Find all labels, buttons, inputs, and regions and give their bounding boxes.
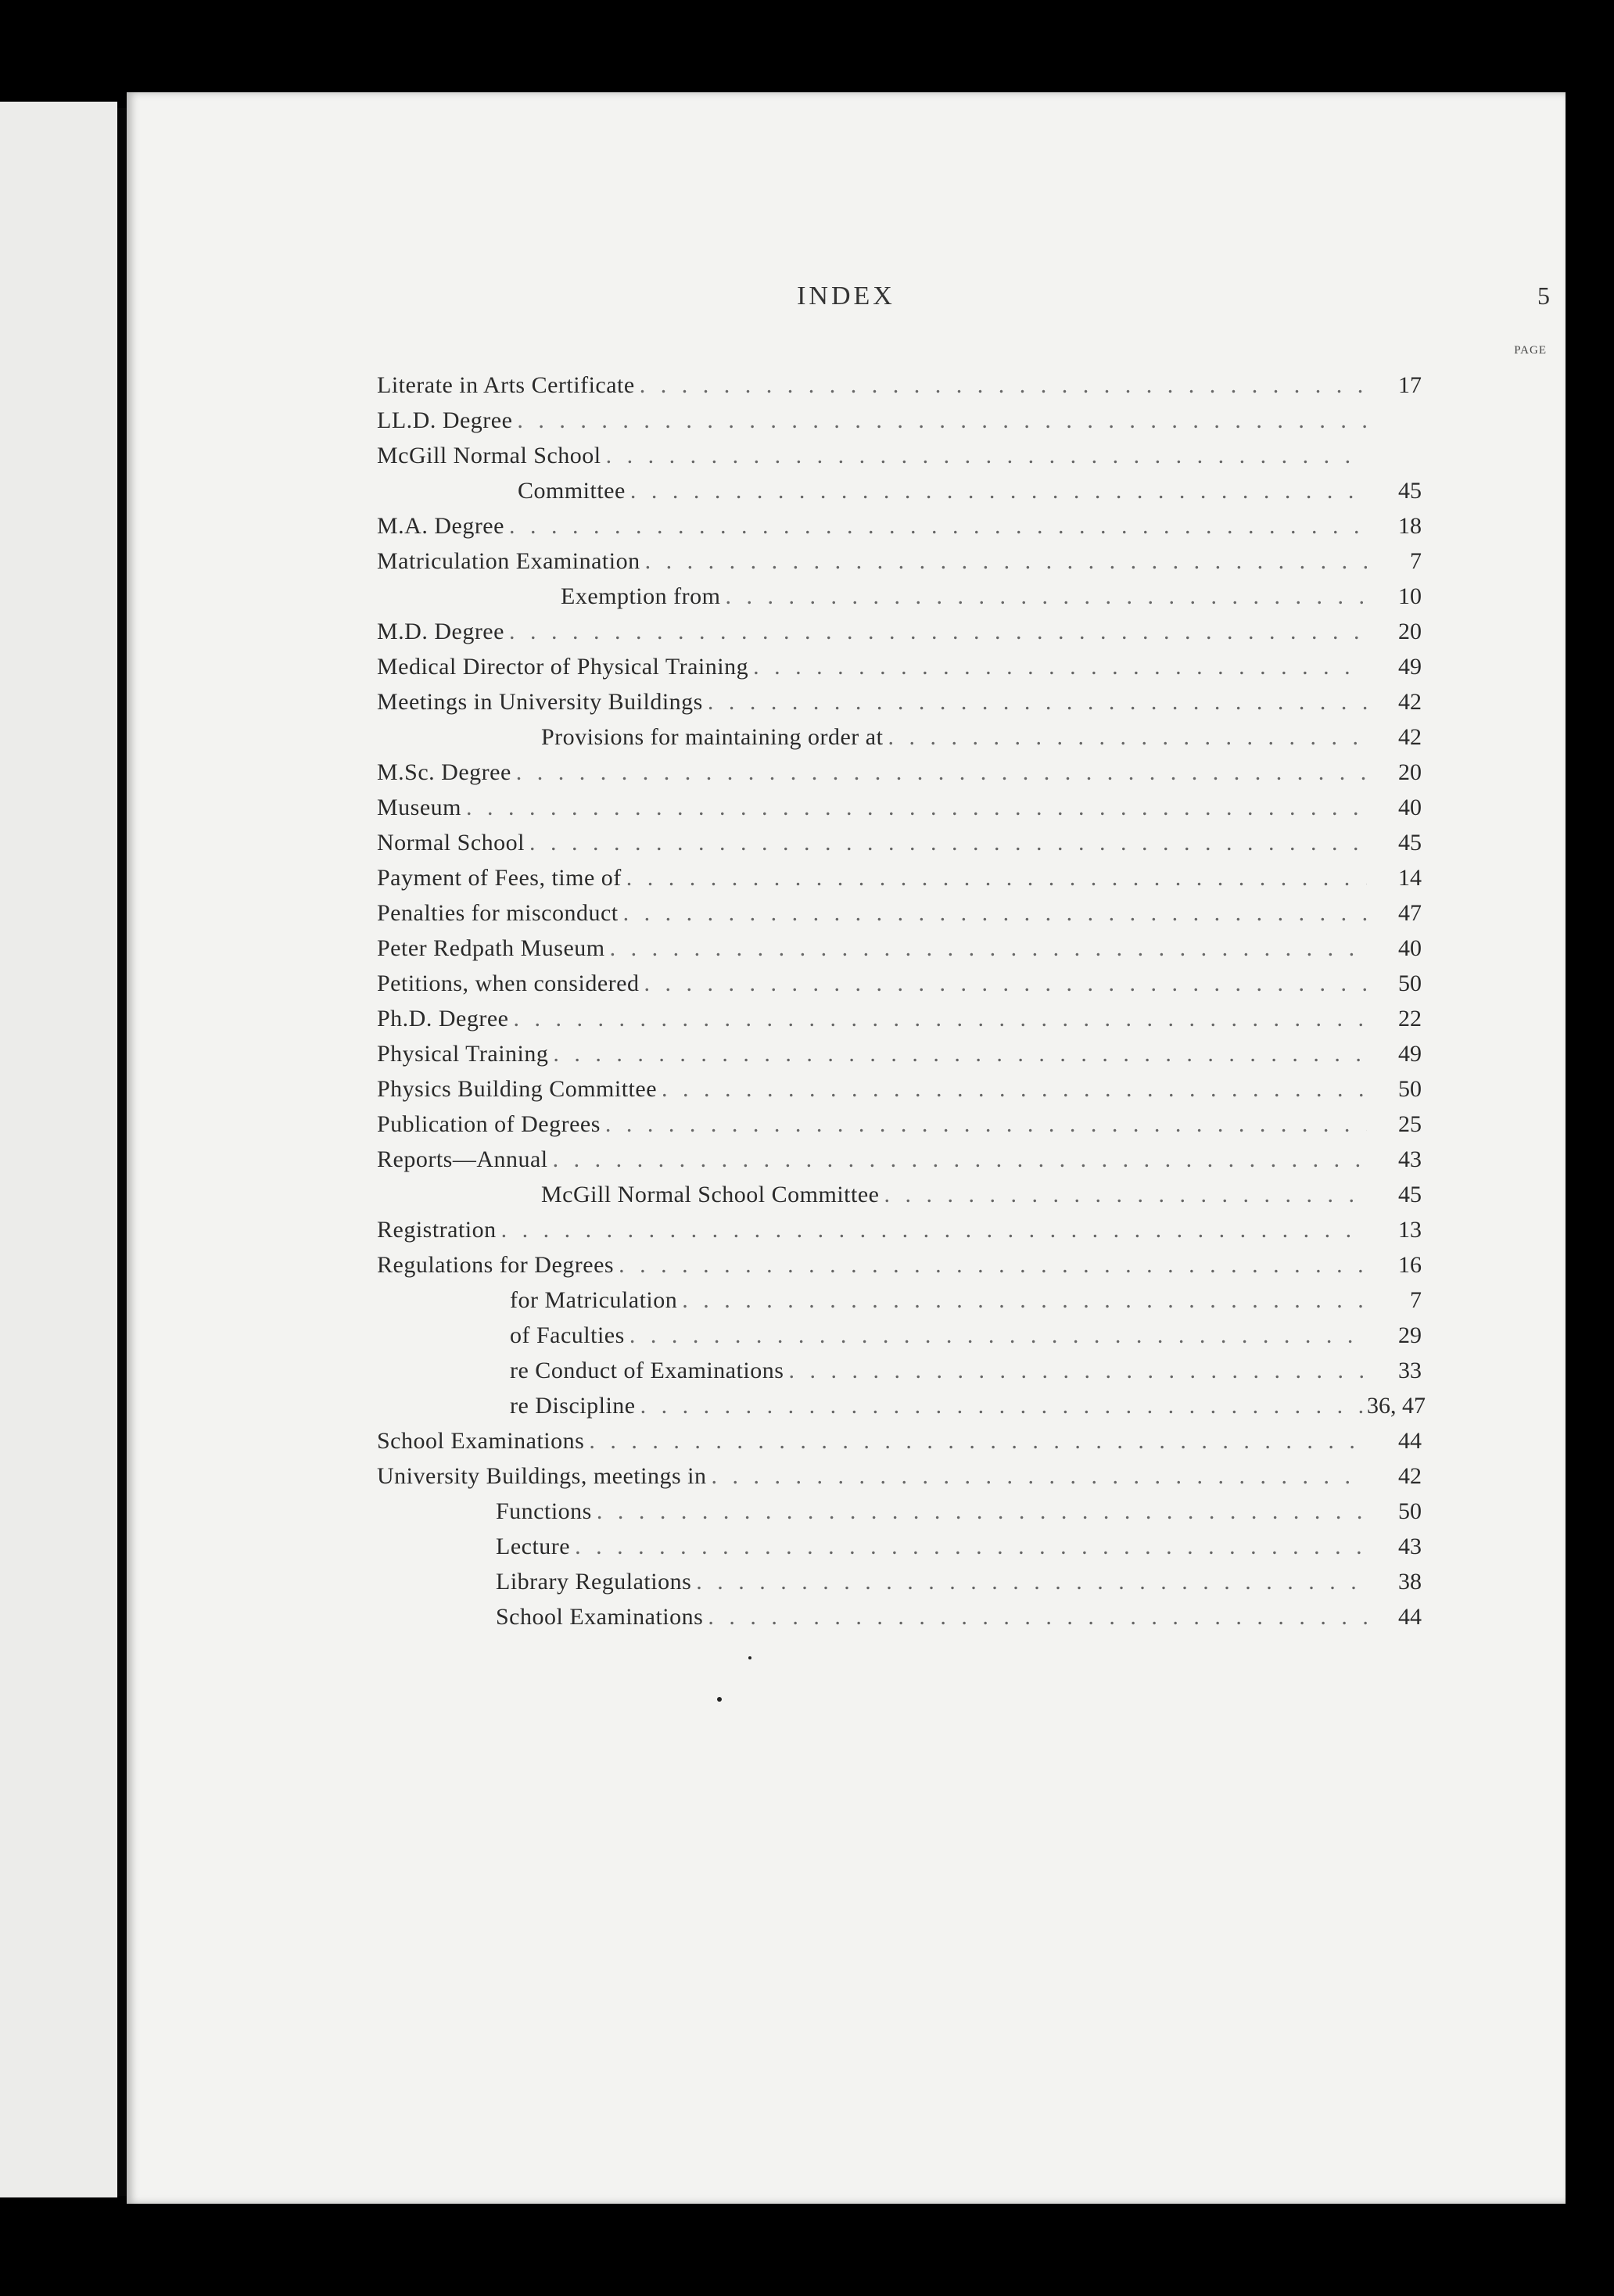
index-entry-page: 50 bbox=[1398, 1076, 1422, 1102]
index-entry bbox=[377, 649, 1422, 684]
index-entry bbox=[377, 1107, 1422, 1142]
index-entry-label: re Discipline bbox=[510, 1393, 636, 1419]
index-entry bbox=[377, 790, 1422, 825]
index-entry-page: 40 bbox=[1398, 795, 1422, 820]
index-entry bbox=[377, 1388, 1426, 1423]
dot-leader bbox=[553, 1142, 1367, 1177]
index-entry bbox=[377, 895, 1422, 931]
index-entry bbox=[377, 1529, 1422, 1564]
index-entry bbox=[377, 1423, 1422, 1458]
index-entry bbox=[377, 966, 1422, 1001]
index-entry-page: 33 bbox=[1398, 1358, 1422, 1383]
index-entry-page: 49 bbox=[1398, 654, 1422, 680]
dot-leader bbox=[645, 544, 1367, 579]
index-entry-label: School Examinations bbox=[496, 1604, 704, 1630]
index-entry bbox=[377, 1318, 1422, 1353]
index-entry bbox=[377, 508, 1422, 544]
index-entry-label: Registration bbox=[377, 1217, 497, 1243]
index-entry bbox=[377, 1599, 1422, 1634]
dot-leader bbox=[466, 790, 1367, 825]
index-entry-label: Petitions, when considered bbox=[377, 970, 640, 996]
index-entry-page: 10 bbox=[1398, 583, 1422, 609]
dot-leader bbox=[725, 579, 1367, 614]
index-entry-page: 17 bbox=[1398, 372, 1422, 398]
index-entry bbox=[377, 473, 1422, 508]
index-page bbox=[127, 92, 1566, 2204]
index-entry-page: 13 bbox=[1398, 1217, 1422, 1243]
index-entry-label: Committee bbox=[518, 478, 626, 504]
dot-leader bbox=[509, 614, 1367, 649]
dot-leader bbox=[610, 931, 1367, 966]
index-entry-label: Functions bbox=[496, 1498, 592, 1524]
index-entry bbox=[377, 579, 1422, 614]
index-entry-page: 43 bbox=[1398, 1146, 1422, 1172]
dot-leader bbox=[619, 1247, 1367, 1283]
index-entries bbox=[377, 368, 1426, 1634]
dot-leader bbox=[597, 1494, 1367, 1529]
index-entry-label: re Conduct of Examinations bbox=[510, 1358, 784, 1383]
index-entry-label: Museum bbox=[377, 795, 461, 820]
index-entry-label: Normal School bbox=[377, 830, 525, 856]
index-entry bbox=[377, 438, 1422, 473]
index-entry-page: 42 bbox=[1398, 1463, 1422, 1489]
index-entry-label: McGill Normal School bbox=[377, 443, 601, 468]
index-entry-label: Meetings in University Buildings bbox=[377, 689, 703, 715]
dot-leader bbox=[788, 1353, 1367, 1388]
index-entry-label: Regulations for Degrees bbox=[377, 1252, 615, 1278]
dot-leader bbox=[884, 1177, 1367, 1212]
index-entry-label: Medical Director of Physical Training bbox=[377, 654, 749, 680]
print-speck bbox=[717, 1697, 722, 1702]
page-number: 5 bbox=[1537, 282, 1550, 310]
dot-leader bbox=[605, 1107, 1367, 1142]
index-entry-page: 44 bbox=[1398, 1604, 1422, 1630]
index-entry bbox=[377, 1494, 1422, 1529]
index-entry-label: Peter Redpath Museum bbox=[377, 935, 605, 961]
index-entry bbox=[377, 1071, 1422, 1107]
index-entry-label: Library Regulations bbox=[496, 1569, 692, 1595]
index-entry bbox=[377, 1247, 1422, 1283]
index-entry-label: LL.D. Degree bbox=[377, 407, 513, 433]
index-entry-label: for Matriculation bbox=[510, 1287, 678, 1313]
page-column-heading: PAGE bbox=[1514, 344, 1547, 357]
running-head: INDEX bbox=[797, 282, 895, 310]
index-entry-page: 7 bbox=[1410, 548, 1422, 574]
dot-leader bbox=[553, 1036, 1367, 1071]
dot-leader bbox=[589, 1423, 1367, 1458]
dot-leader bbox=[696, 1564, 1367, 1599]
index-entry bbox=[377, 403, 1422, 438]
index-entry-page: 40 bbox=[1398, 935, 1422, 961]
index-entry bbox=[377, 1458, 1422, 1494]
index-entry bbox=[377, 825, 1422, 860]
dot-leader bbox=[623, 895, 1367, 931]
index-entry-page: 49 bbox=[1398, 1041, 1422, 1067]
dot-leader bbox=[606, 438, 1367, 473]
index-entry-label: University Buildings, meetings in bbox=[377, 1463, 707, 1489]
index-entry-label: of Faculties bbox=[510, 1322, 625, 1348]
dot-leader bbox=[575, 1529, 1367, 1564]
dot-leader bbox=[753, 649, 1367, 684]
dot-leader bbox=[712, 1458, 1368, 1494]
index-entry-label: M.D. Degree bbox=[377, 619, 504, 644]
index-entry bbox=[377, 1353, 1422, 1388]
dot-leader bbox=[708, 1599, 1367, 1634]
index-entry-label: McGill Normal School Committee bbox=[541, 1182, 880, 1207]
index-entry-page: 47 bbox=[1398, 900, 1422, 926]
index-entry-page: 44 bbox=[1398, 1428, 1422, 1454]
dot-leader bbox=[516, 755, 1367, 790]
index-entry bbox=[377, 1564, 1422, 1599]
index-entry-page: 29 bbox=[1398, 1322, 1422, 1348]
index-entry bbox=[377, 544, 1422, 579]
index-entry-label: Payment of Fees, time of bbox=[377, 865, 622, 891]
dot-leader bbox=[708, 684, 1367, 719]
index-entry-page: 43 bbox=[1398, 1534, 1422, 1559]
index-entry-page: 42 bbox=[1398, 689, 1422, 715]
dot-leader bbox=[501, 1212, 1367, 1247]
index-entry bbox=[377, 719, 1422, 755]
index-entry-page: 42 bbox=[1398, 724, 1422, 750]
dot-leader bbox=[640, 368, 1367, 403]
index-entry-page: 16 bbox=[1398, 1252, 1422, 1278]
index-entry-page: 45 bbox=[1398, 830, 1422, 856]
index-entry bbox=[377, 684, 1422, 719]
index-entry-label: Ph.D. Degree bbox=[377, 1006, 509, 1031]
index-entry-page: 50 bbox=[1398, 1498, 1422, 1524]
index-entry bbox=[377, 1036, 1422, 1071]
dot-leader bbox=[682, 1283, 1367, 1318]
facing-page-edge bbox=[0, 102, 117, 2197]
index-entry-label: M.Sc. Degree bbox=[377, 759, 511, 785]
index-entry-label: M.A. Degree bbox=[377, 513, 504, 539]
index-entry bbox=[377, 1001, 1422, 1036]
index-entry-page: 38 bbox=[1398, 1569, 1422, 1595]
dot-leader bbox=[626, 860, 1367, 895]
print-speck bbox=[748, 1656, 751, 1659]
dot-leader bbox=[888, 719, 1367, 755]
index-entry-page: 18 bbox=[1398, 513, 1422, 539]
index-entry-page: 22 bbox=[1398, 1006, 1422, 1031]
index-entry-page: 45 bbox=[1398, 478, 1422, 504]
index-entry-page: 50 bbox=[1398, 970, 1422, 996]
dot-leader bbox=[517, 403, 1367, 438]
index-entry-label: Exemption from bbox=[561, 583, 721, 609]
index-entry-label: Provisions for maintaining order at bbox=[541, 724, 884, 750]
index-entry bbox=[377, 931, 1422, 966]
dot-leader bbox=[509, 508, 1367, 544]
index-entry-label: Lecture bbox=[496, 1534, 571, 1559]
index-entry bbox=[377, 1142, 1422, 1177]
dot-leader bbox=[662, 1071, 1367, 1107]
index-entry-page: 20 bbox=[1398, 619, 1422, 644]
index-entry-label: Literate in Arts Certificate bbox=[377, 372, 635, 398]
index-entry bbox=[377, 1212, 1422, 1247]
index-entry bbox=[377, 1177, 1422, 1212]
dot-leader bbox=[630, 473, 1367, 508]
index-entry-label: Matriculation Examination bbox=[377, 548, 640, 574]
index-entry-page: 20 bbox=[1398, 759, 1422, 785]
index-entry-label: Physical Training bbox=[377, 1041, 549, 1067]
index-entry-label: Penalties for misconduct bbox=[377, 900, 619, 926]
index-entry bbox=[377, 755, 1422, 790]
index-entry-page: 14 bbox=[1398, 865, 1422, 891]
dot-leader bbox=[513, 1001, 1367, 1036]
index-entry bbox=[377, 368, 1422, 403]
index-entry-label: Reports—Annual bbox=[377, 1146, 548, 1172]
index-entry-label: Publication of Degrees bbox=[377, 1111, 601, 1137]
index-entry bbox=[377, 614, 1422, 649]
index-entry bbox=[377, 1283, 1422, 1318]
index-entry-page: 25 bbox=[1398, 1111, 1422, 1137]
index-entry bbox=[377, 860, 1422, 895]
dot-leader bbox=[640, 1388, 1367, 1423]
dot-leader bbox=[629, 1318, 1367, 1353]
index-entry-label: School Examinations bbox=[377, 1428, 585, 1454]
index-entry-page: 36, 47 bbox=[1367, 1393, 1426, 1419]
index-entry-page: 7 bbox=[1410, 1287, 1422, 1313]
index-entry-label: Physics Building Committee bbox=[377, 1076, 658, 1102]
dot-leader bbox=[644, 966, 1367, 1001]
dot-leader bbox=[529, 825, 1367, 860]
index-entry-page: 45 bbox=[1398, 1182, 1422, 1207]
